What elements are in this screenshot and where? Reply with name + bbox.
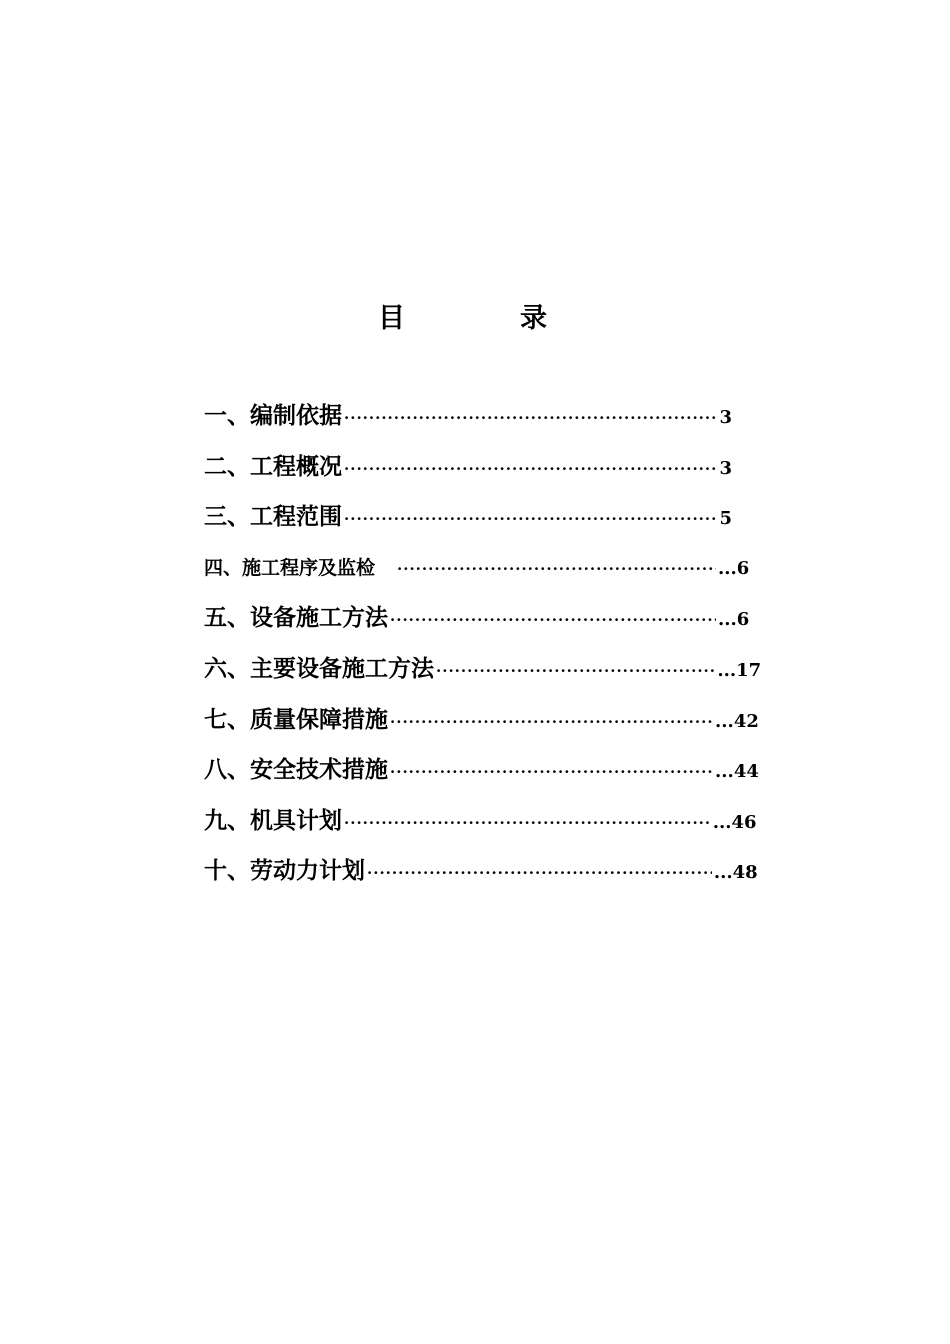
toc-entry-label: 十、劳动力计划: [204, 857, 365, 885]
toc-entry-page: 3: [719, 407, 732, 428]
toc-leader-dots: [367, 864, 712, 882]
toc-entry[interactable]: [204, 599, 750, 650]
toc-entry-label: 三、工程范围: [204, 503, 342, 531]
table-of-contents: [204, 397, 762, 903]
toc-entry-label: 八、安全技术措施: [204, 756, 388, 784]
toc-entry[interactable]: [204, 852, 758, 903]
toc-entry[interactable]: [204, 802, 757, 853]
toc-entry-label: 一、编制依据: [204, 402, 342, 429]
toc-entry-label: 六、主要设备施工方法: [204, 654, 434, 682]
toc-entry[interactable]: [204, 498, 732, 549]
toc-entry[interactable]: [204, 701, 759, 752]
toc-entry[interactable]: [204, 448, 732, 499]
toc-entry-page: ...42: [715, 710, 759, 732]
toc-entry[interactable]: [204, 751, 759, 802]
toc-entry[interactable]: [204, 397, 732, 448]
toc-leader-dots: [344, 814, 711, 832]
toc-entry-label: 五、设备施工方法: [204, 604, 388, 632]
toc-leader-dots: [344, 510, 716, 528]
toc-entry-page: ...46: [712, 811, 757, 833]
toc-leader-dots: [344, 409, 716, 427]
toc-entry[interactable]: [204, 650, 762, 701]
toc-leader-dots: [344, 460, 716, 478]
toc-leader-dots: [390, 713, 713, 731]
toc-entry-page: ...6: [718, 557, 750, 579]
toc-entry[interactable]: [204, 549, 750, 600]
toc-leader-dots: [436, 662, 715, 680]
toc-entry-page: ...6: [718, 609, 750, 631]
toc-entry-page: ...44: [715, 761, 759, 783]
toc-entry-label: 二、工程概况: [204, 452, 342, 480]
toc-leader-dots: [397, 560, 716, 578]
toc-entry-page: 3: [719, 457, 732, 479]
toc-entry-page: ...17: [717, 659, 762, 681]
toc-leader-dots: [390, 763, 713, 781]
toc-title: 目 录: [378, 303, 591, 334]
toc-entry-label: 七、质量保障措施: [204, 705, 388, 733]
toc-entry-page: 5: [719, 508, 732, 530]
toc-leader-dots: [390, 611, 716, 629]
toc-entry-label: 九、机具计划: [204, 806, 342, 834]
toc-entry-page: ...48: [713, 862, 758, 884]
toc-entry-label: 四、施工程序及监检: [204, 556, 376, 579]
